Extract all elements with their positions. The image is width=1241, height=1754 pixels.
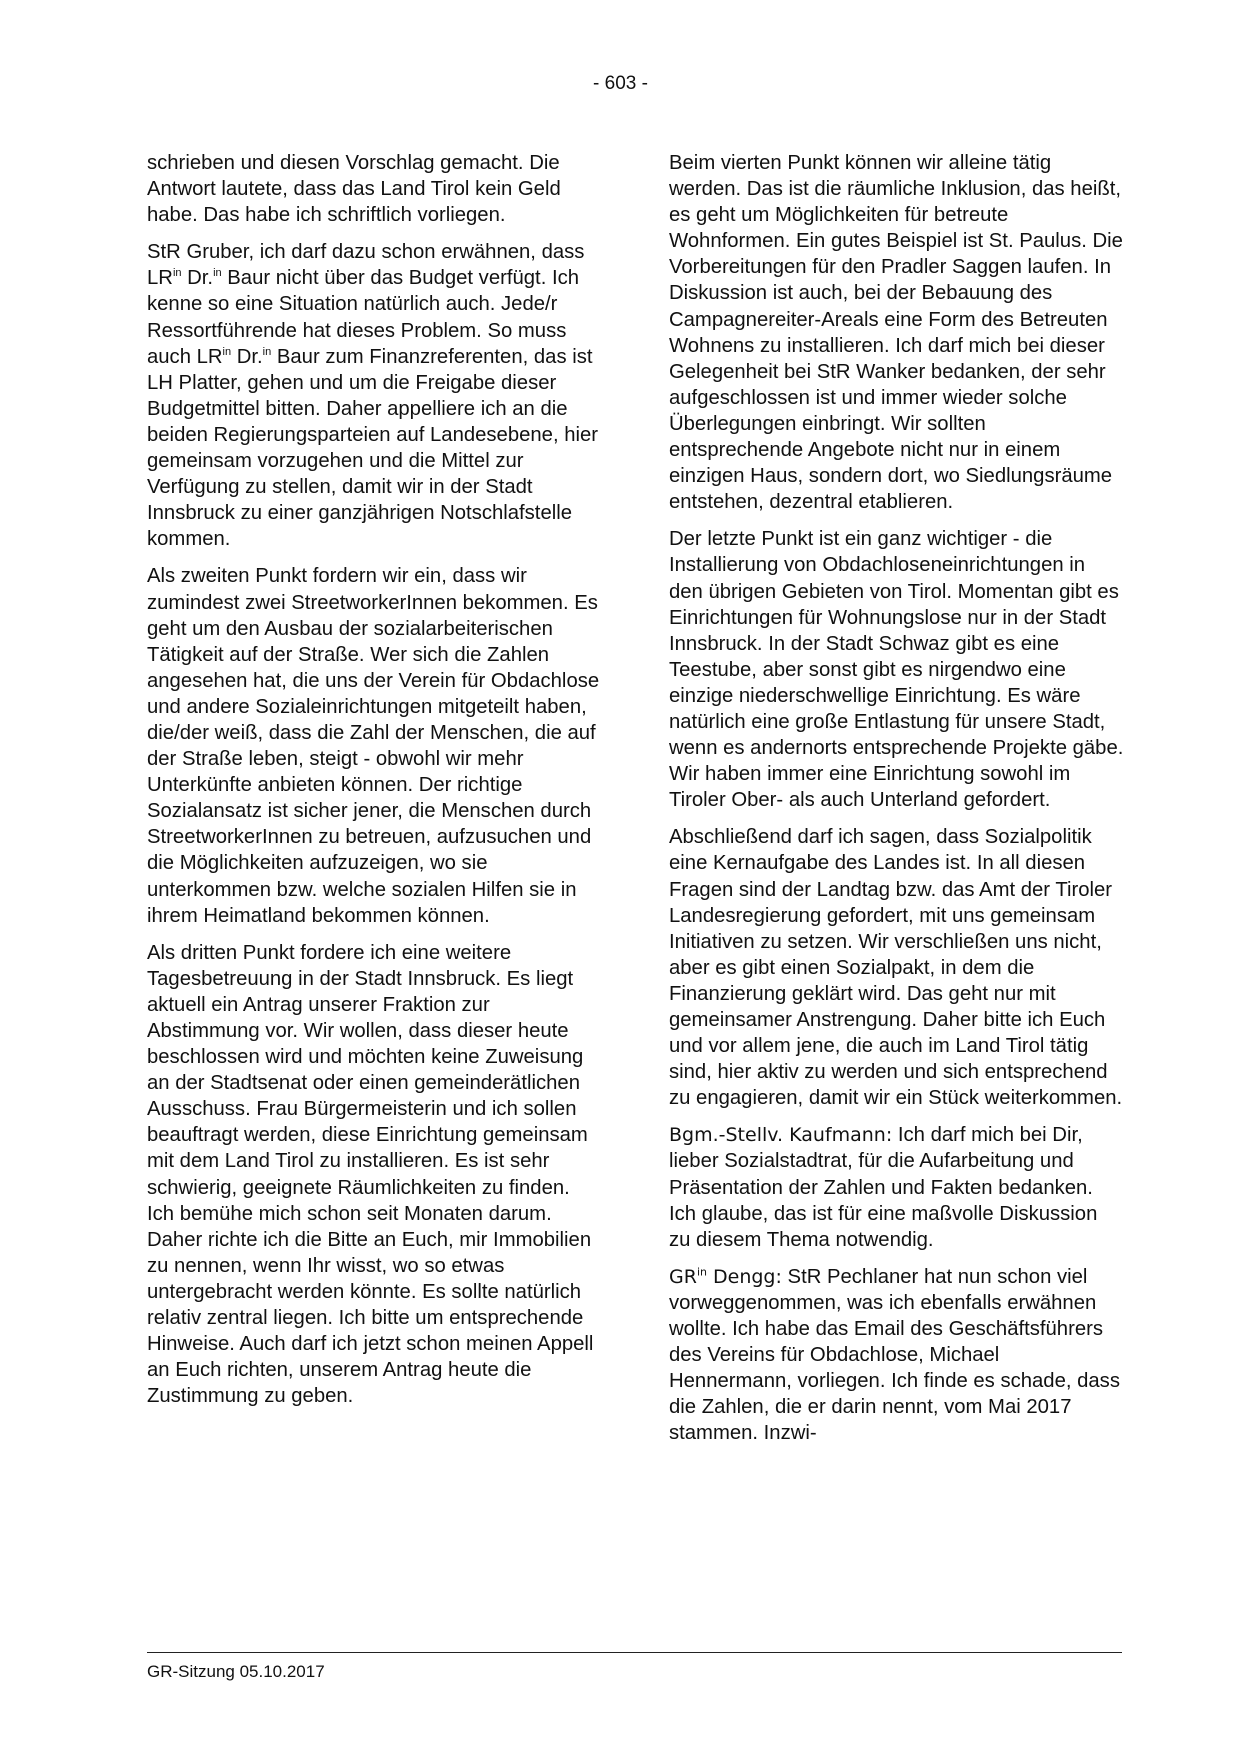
paragraph xyxy=(147,239,602,552)
paragraph-text: Baur nicht über das Budget verfügt. Ich kenne so eine Situation natürlich auch. Jede/r Ressortführende hat dieses Problem. So muss auch LR xyxy=(147,267,580,368)
paragraph-text: Dr. xyxy=(231,345,263,368)
paragraph: Abschließend darf ich sagen, dass Sozialpolitik eine Kernaufgabe des Landes ist. In all diesen Fragen sind der Landtag bzw. das Amt der Tiroler Landesregierung gefordert, mit uns gemeinsam Initiativen zu setzen. Wir verschließen uns nicht, aber es gibt einen Sozialpakt, in dem die Finanzierung geklärt wird. Das geht nur mit gemeinsamer Anstrengung. Daher bitte ich Euch und vor allem jene, die auch im Land Tirol tätig sind, hier aktiv zu werden und sich entsprechend zu engagieren, damit wir ein Stück weiterkommen. xyxy=(669,826,1123,1110)
paragraph-text: Ich darf mich bei Dir, lieber Sozialstadtrat, für die Aufarbeitung und Präsentation der Zahlen und Fakten bedanken. Ich glaube, das ist für eine maßvolle Diskussion zu diesem Thema notwendig. xyxy=(669,1124,1098,1251)
paragraph xyxy=(669,1264,1124,1447)
speaker-name: Bgm.-Stellv. Kaufmann: xyxy=(669,1124,893,1147)
paragraph-text: StR Pechlaner hat nun schon viel vorweggenommen, was ich ebenfalls erwähnen wollte. Ich habe das Email des Geschäftsführers des Vereins für Obdachlose, Michael Hennermann, vorliegen. Ich finde es schade, dass die Zahlen, die er darin nennt, vom Mai 2017 stammen. Inzwi- xyxy=(669,1265,1120,1445)
superscript: in xyxy=(696,1265,707,1279)
paragraph: Der letzte Punkt ist ein ganz wichtiger - die Installierung von Obdachloseneinrichtungen in den übrigen Gebieten von Tirol. Momentan gibt es Einrichtungen für Wohnungslose nur in der Stadt Innsbruck. In der Stadt Schwaz gibt es eine Teestube, aber sonst gibt es nirgendwo eine einzige niederschwellige Einrichtung. Es wäre natürlich eine große Entlastung für unsere Stadt, wenn es andernorts entsprechende Projekte gäbe. Wir haben immer eine Einrichtung sowohl im Tiroler Ober- als auch Unterland gefordert. xyxy=(669,528,1124,812)
paragraph-text: StR Gruber, ich darf dazu schon erwähnen, dass LR xyxy=(147,241,585,290)
superscript: in xyxy=(262,345,272,358)
paragraph: Beim vierten Punkt können wir alleine tätig werden. Das ist die räumliche Inklusion, das heißt, es geht um Möglichkeiten für betreute Wohnformen. Ein gutes Beispiel ist St. Paulus. Die Vorbereitungen für den Pradler Saggen laufen. In Diskussion ist auch, bei der Bebauung des Campagnereiter-Areals eine Form des Betreuten Wohnens zu installieren. Ich darf mich bei dieser Gelegenheit bei StR Wanker bedanken, der sehr aufgeschlossen ist und immer wieder solche Überlegungen einbringt. Wir sollten entsprechende Angebote nicht nur in einem einzigen Haus, sondern dort, wo Siedlungsräume entstehen, dezentral etablieren. xyxy=(669,152,1123,514)
superscript: in xyxy=(172,267,182,280)
paragraph-text: Baur zum Finanzreferenten, das ist LH Platter, gehen und um die Freigabe dieser Budgetmittel bitten. Daher appelliere ich an die beiden Regierungsparteien auf Landesebene, hier gemeinsam vorzugehen und die Mittel zur Verfügung zu stellen, damit wir in der Stadt Innsbruck zu einer ganzjährigen Notschlafstelle kommen. xyxy=(147,345,599,551)
right-column xyxy=(669,150,1124,1458)
page-number: - 603 - xyxy=(593,73,648,94)
paragraph: Als dritten Punkt fordere ich eine weitere Tagesbetreuung in der Stadt Innsbruck. Es liegt aktuell ein Antrag unserer Fraktion zur Abstimmung vor. Wir wollen, dass dieser heute beschlossen wird und möchten keine Zuweisung an der Stadtsenat oder einen gemeinderätlichen Ausschuss. Frau Bürgermeisterin und ich sollen beauftragt werden, diese Einrichtung gemeinsam mit dem Land Tirol zu installieren. Es ist sehr schwierig, geeignete Räumlichkeiten zu finden. Ich bemühe mich schon seit Monaten darum. Daher richte ich die Bitte an Euch, mir Immobilien zu nennen, wenn Ihr wisst, wo so etwas untergebracht werden könnte. Es sollte natürlich relativ zentral liegen. Ich bitte um entsprechende Hinweise. Auch darf ich jetzt schon meinen Appell an Euch richten, unserem Antrag heute die Zustimmung zu geben. xyxy=(147,941,594,1408)
left-column xyxy=(147,150,602,1420)
speaker-name xyxy=(669,1266,782,1288)
superscript: in xyxy=(222,345,232,358)
superscript: in xyxy=(213,267,222,280)
footer-divider xyxy=(147,1652,1122,1653)
footer-session-date: GR-Sitzung 05.10.2017 xyxy=(147,1662,325,1681)
paragraph: Als zweiten Punkt fordern wir ein, dass wir zumindest zwei StreetworkerInnen bekommen. Es geht um den Ausbau der sozialarbeiterischen Tätigkeit auf der Straße. Wer sich die Zahlen angesehen hat, die uns der Verein für Obdachlose und andere Sozialeinrichtungen mitgeteilt haben, die/der weiß, dass die Zahl der Menschen, die auf der Straße leben, steigt - obwohl wir mehr Unterkünfte anbieten können. Der richtige Sozialansatz ist sicher jener, die Menschen durch StreetworkerInnen zu betreuen, aufzusuchen und die Möglichkeiten aufzuzeigen, wo sie unterkommen bzw. welche sozialen Hilfen sie in ihrem Heimatland bekommen können. xyxy=(147,565,600,927)
paragraph: schrieben und diesen Vorschlag gemacht. Die Antwort lautete, dass das Land Tirol kein Geld habe. Das habe ich schriftlich vorliegen. xyxy=(147,152,561,227)
paragraph-text: Dr. xyxy=(181,267,214,290)
speaker-prefix: GR xyxy=(669,1265,697,1288)
paragraph xyxy=(669,1122,1124,1252)
speaker-surname: Dengg: xyxy=(706,1265,782,1288)
